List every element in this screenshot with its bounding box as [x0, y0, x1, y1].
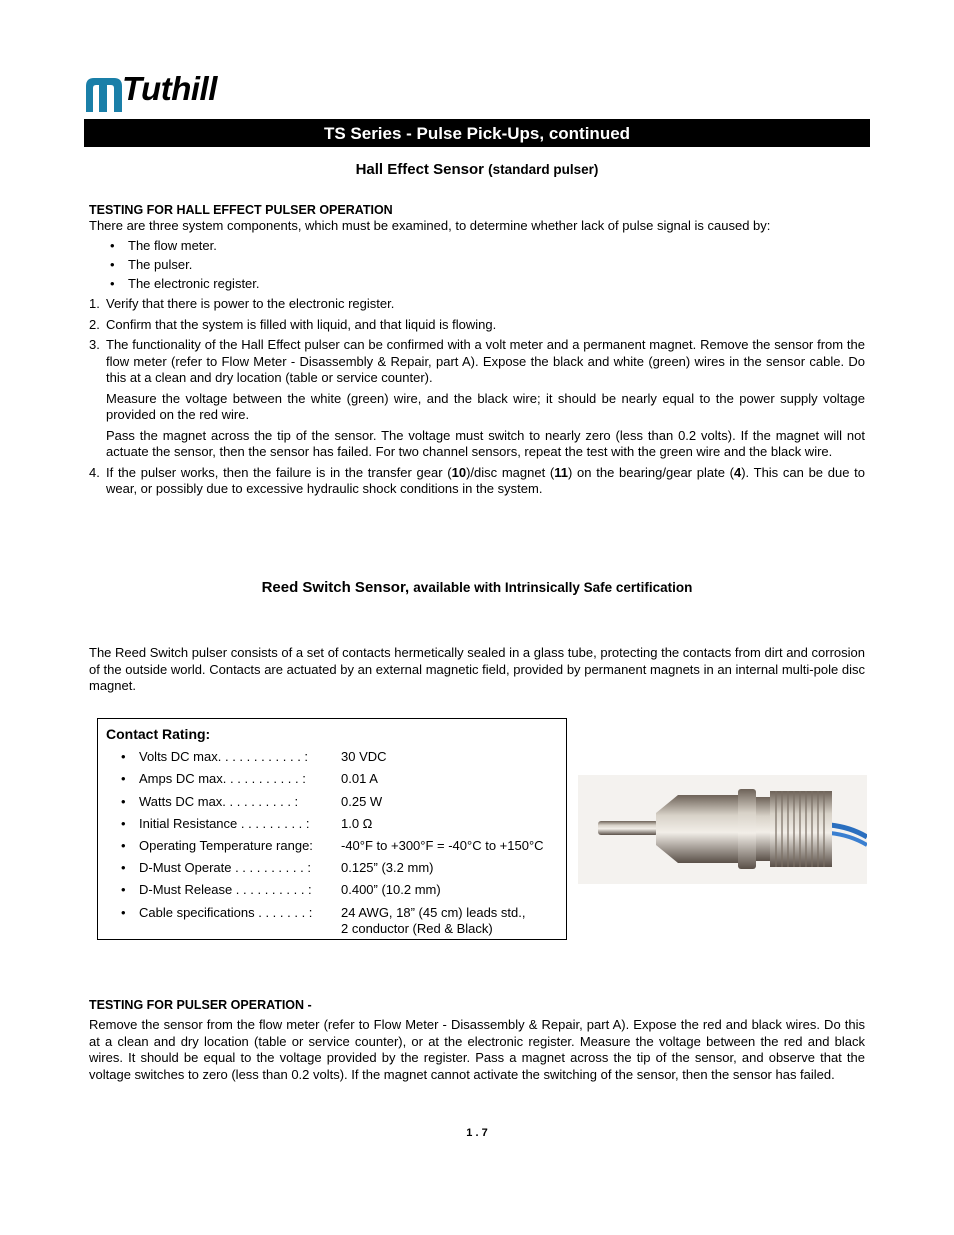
step-4: 4. If the pulser works, then the failure is in the transfer gear (10)/disc magnet (11) on the bearing/gear plate (4). This can be due to wear, or possibly due to excessive hydraulic shock conditions in the system. — [89, 464, 865, 496]
reed-switch-title: Reed Switch Sensor, — [261, 579, 410, 596]
reed-intro: The Reed Switch pulser consists of a set of contacts hermetically sealed in a glass tube, protecting the contacts from dirt and corrosion of the outside world. Contacts are actuated by an external magnetic field, provided by permanent magnets in an internal multi-pole disc magnet. — [89, 645, 865, 693]
step-1: 1. Verify that there is power to the electronic register. — [89, 296, 395, 311]
reed-switch-note: available with Intrinsically Safe certification — [413, 580, 693, 595]
step-2: 2. Confirm that the system is filled with liquid, and that liquid is flowing. — [89, 316, 497, 332]
pulser-test-text: Remove the sensor from the flow meter (refer to Flow Meter - Disassembly & Repair, part A). Expose the red and black wires. Do this at a clean and dry location (table or service counter), or at the electronic register. Measure the voltage between the red and black wires. It should be equal to the voltage provided by the register. Pass a magnet across the tip of the sensor, and observe that the voltage switches to zero (less than 0.2 volts). If the magnet cannot activate the switching of the sensor, then the sensor has failed. — [89, 1017, 865, 1082]
list-item: • The pulser. — [110, 257, 193, 272]
reed-switch-heading — [0, 579, 954, 596]
brand-name: Tuthill — [122, 70, 217, 107]
list-item: • The electronic register. — [110, 276, 260, 291]
hall-test-label: TESTING FOR HALL EFFECT PULSER OPERATION — [89, 203, 393, 217]
page-number: 1 . 7 — [466, 1127, 488, 1139]
step-3-measure: Measure the voltage between the white (green) wire, and the black wire; it should be nearly equal to the power supply voltage provided on the red wire. — [106, 390, 865, 422]
step-3: 3. The functionality of the Hall Effect pulser can be confirmed with a volt meter and a permanent magnet. Remove the sensor from the flow meter (refer to Flow Meter - Disassembly & Repair, part A). Expose the black and white (green) wires in the sensor cable. Do this at a clean and dry location (table or service counter). — [89, 337, 865, 385]
hall-steps — [89, 296, 865, 502]
section-banner: TS Series - Pulse Pick-Ups, continued — [84, 119, 870, 147]
list-item: • The flow meter. — [110, 238, 217, 253]
contact-rating-title: Contact Rating: — [106, 726, 211, 742]
reed-sensor-photo — [578, 775, 867, 884]
step-3-magnet: Pass the magnet across the tip of the sensor. The voltage must switch to nearly zero (less than 0.2 volts). If the magnet will not actuate the sensor, then the sensor has failed. For two channel sensors, repeat the test with the green wire and the black wire. — [106, 427, 865, 459]
hall-effect-note: (standard pulser) — [488, 162, 599, 177]
hall-effect-heading — [0, 161, 954, 178]
hall-intro: There are three system components, which must be examined, to determine whether lack of pulse signal is caused by: — [89, 218, 771, 233]
hall-effect-title: Hall Effect Sensor — [355, 161, 484, 178]
hall-bullet-list — [110, 236, 260, 293]
pulser-test-label: TESTING FOR PULSER OPERATION - — [89, 998, 312, 1012]
